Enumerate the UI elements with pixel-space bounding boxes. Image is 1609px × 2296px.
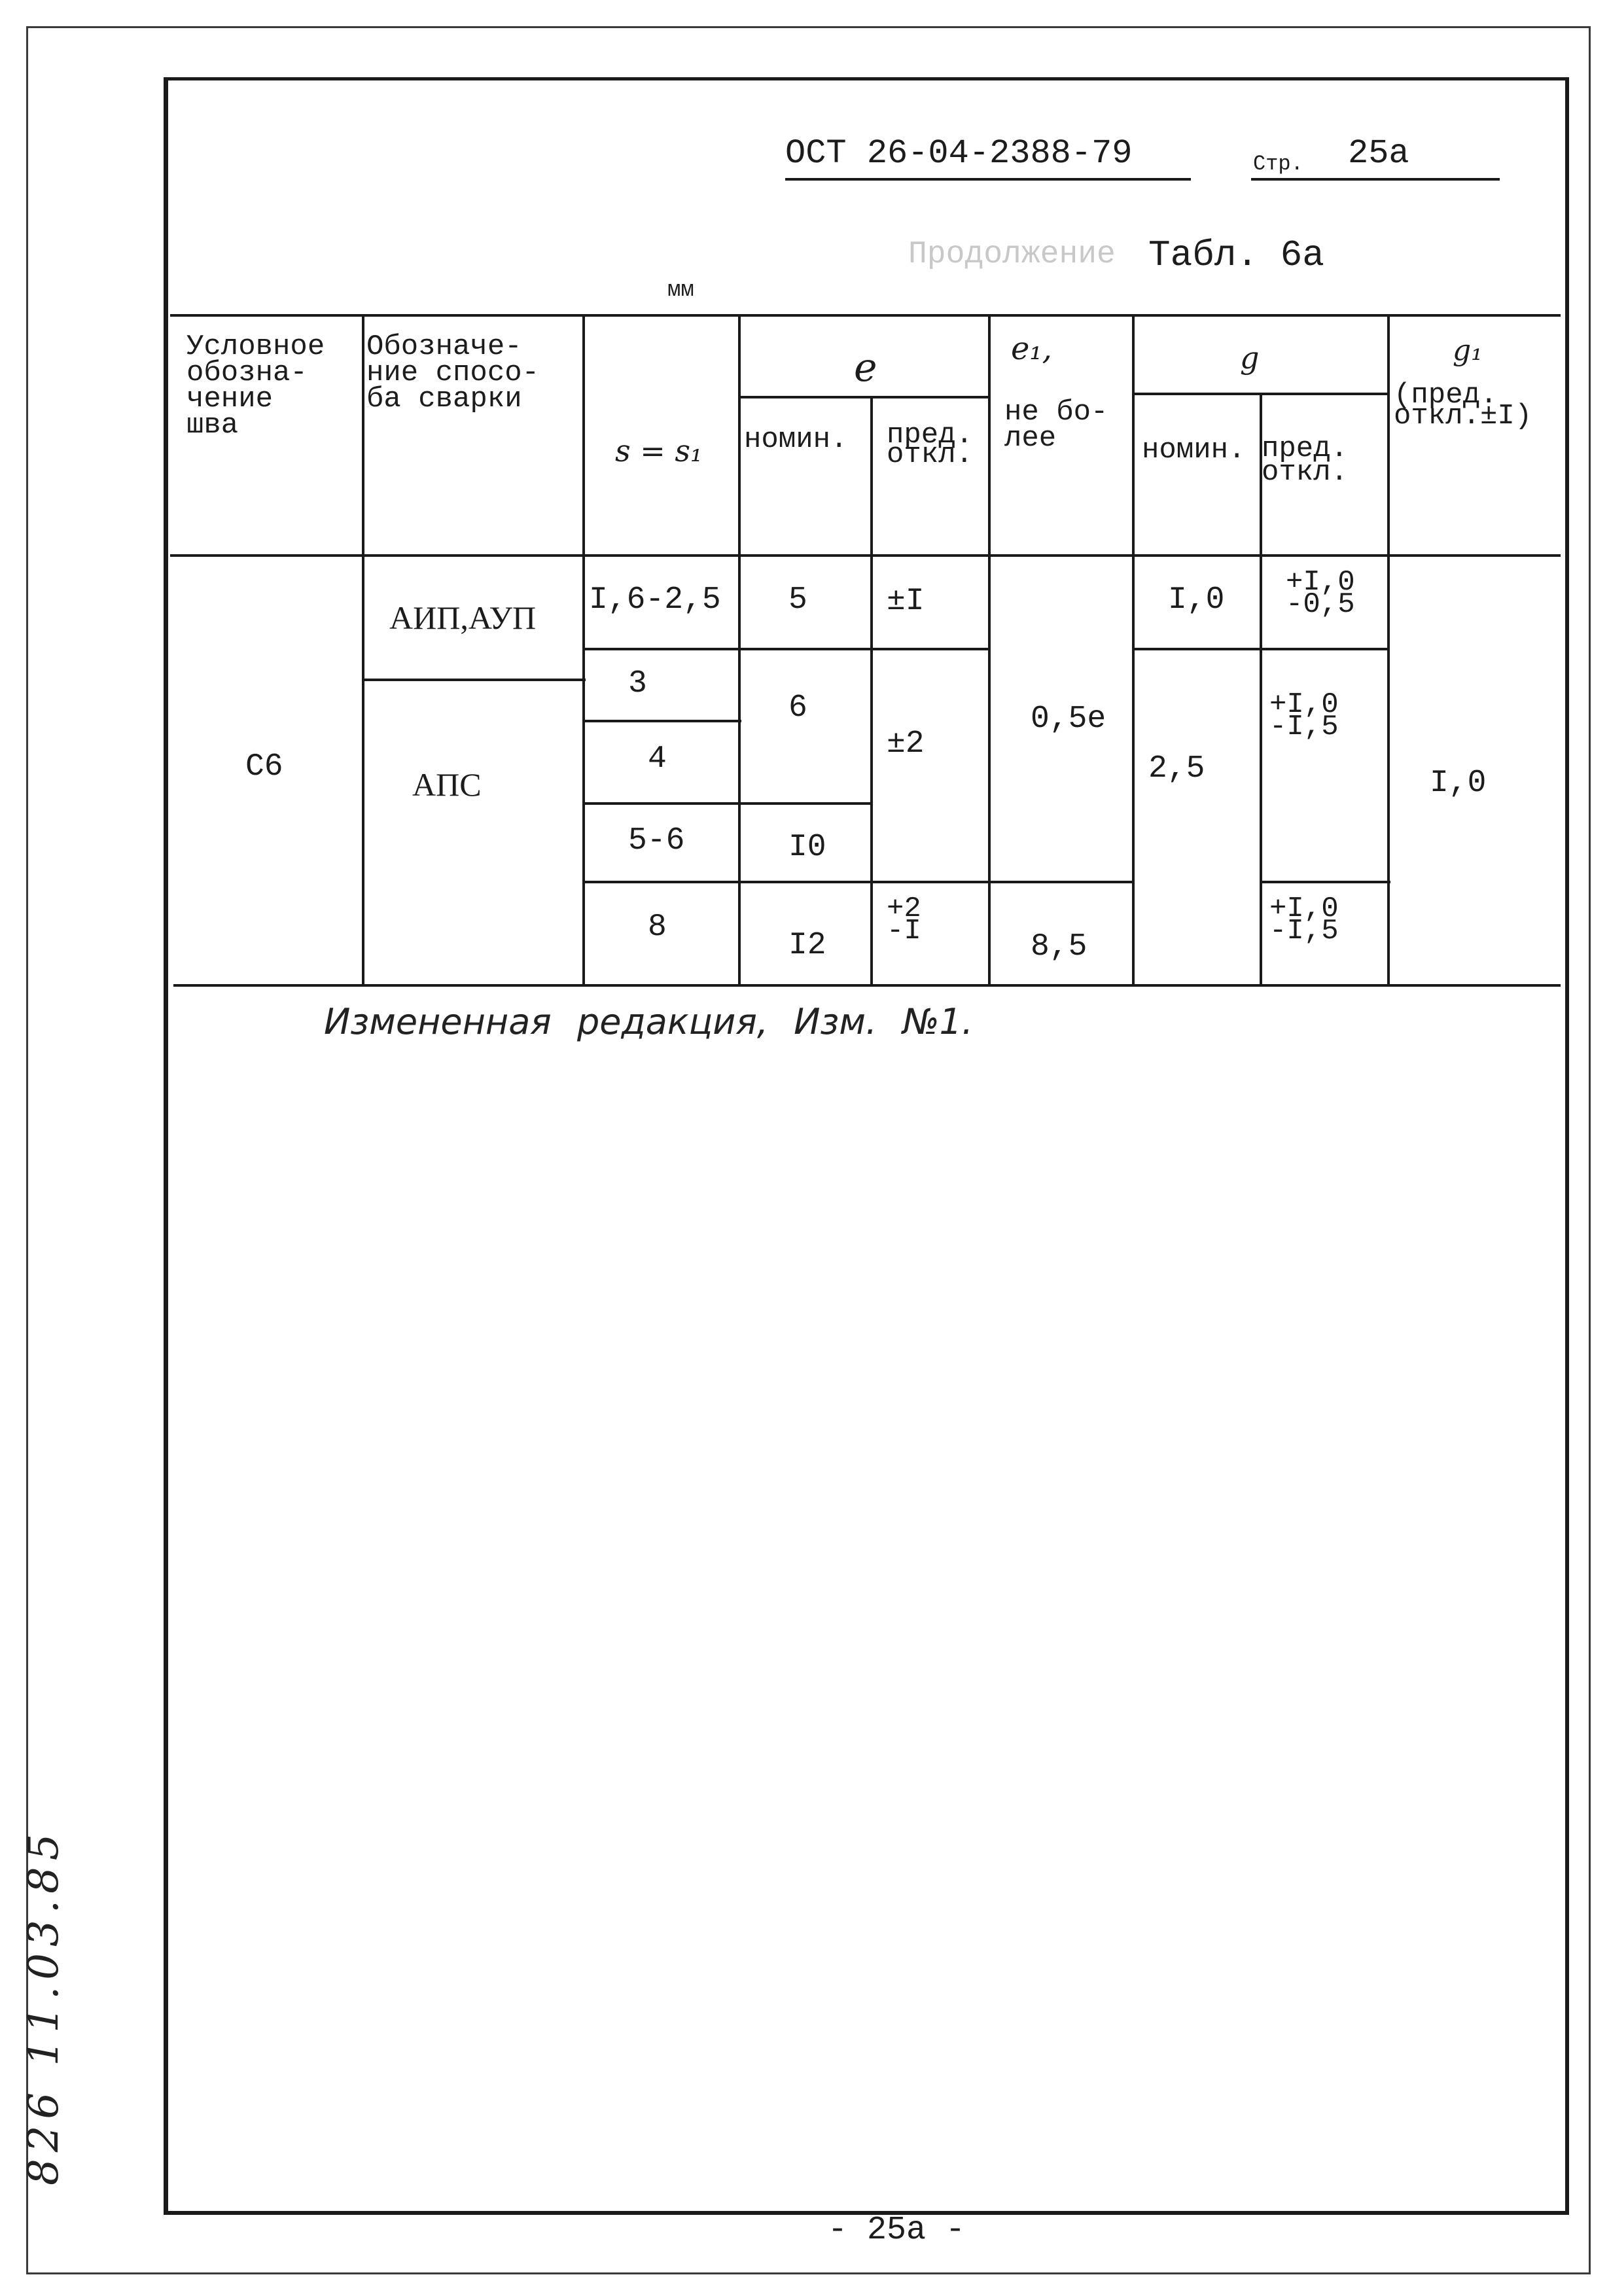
e-deviation-3: +2 -I [887,892,921,947]
g-deviation-3: +I,0 -I,5 [1269,892,1339,947]
header-g1-note: (пред. откл.±I) [1394,379,1532,433]
header-thickness: s = s₁ [615,433,703,468]
g1-value: I,0 [1430,766,1487,801]
method-aps: АПС [412,766,482,803]
g-deviation-1: +I,0 -0,5 [1286,566,1355,621]
e1-value-2: 8,5 [1031,929,1087,964]
header-g-nominal: номин. [1142,434,1246,467]
header-g-deviation: пред. откл. [1262,433,1349,489]
page-number: 25а [1348,134,1409,173]
table-label: Табл. 6а [1148,234,1324,276]
document-code: ОСТ 26-04-2388-79 [785,134,1133,173]
units-label: мм [667,278,694,303]
header-welding-method: Обозначе- ние спосо- ба сварки [366,330,540,415]
e-nominal-1: 5 [788,582,807,618]
page-footer: - 25а - [828,2212,966,2249]
header-e-nominal: номин. [744,423,848,456]
page-label: Стр. [1253,152,1303,176]
g-nominal-1: I,0 [1168,582,1225,618]
header-e1-note: не бо- лее [1004,396,1108,455]
method-aip-aup: АИП,АУП [389,599,537,636]
g-nominal-2: 2,5 [1148,751,1205,786]
e1-value-1: 0,5e [1031,701,1106,737]
thickness-row-2: 3 [628,666,647,701]
header-e-deviation: пред. откл. [887,419,974,471]
e-nominal-4: I2 [788,928,826,963]
header-g1: g₁ [1453,334,1483,367]
header-e1: e₁, [1011,330,1052,367]
seam-symbol-cell: С6 [245,749,283,785]
revision-note: Измененная редакция, Изм. №1. [324,1001,974,1042]
thickness-row-4: 5-6 [628,823,685,858]
e-deviation-2: ±2 [887,726,925,762]
e-deviation-1: ±I [887,584,925,619]
page-underline [1251,178,1500,181]
e-nominal-2: 6 [788,690,807,726]
header-seam-symbol: Условное обозна- чение шва [186,330,325,442]
thickness-row-3: 4 [648,741,667,777]
doc-code-underline [785,178,1191,181]
header-e: e [854,345,877,391]
thickness-row-5: 8 [648,910,667,945]
header-g: g [1240,340,1260,376]
e-nominal-3: I0 [788,830,826,865]
g-deviation-2: +I,0 -I,5 [1269,688,1339,743]
thickness-row-1: I,6-2,5 [589,582,721,618]
continuation-stamp: Продолжение [908,237,1116,272]
